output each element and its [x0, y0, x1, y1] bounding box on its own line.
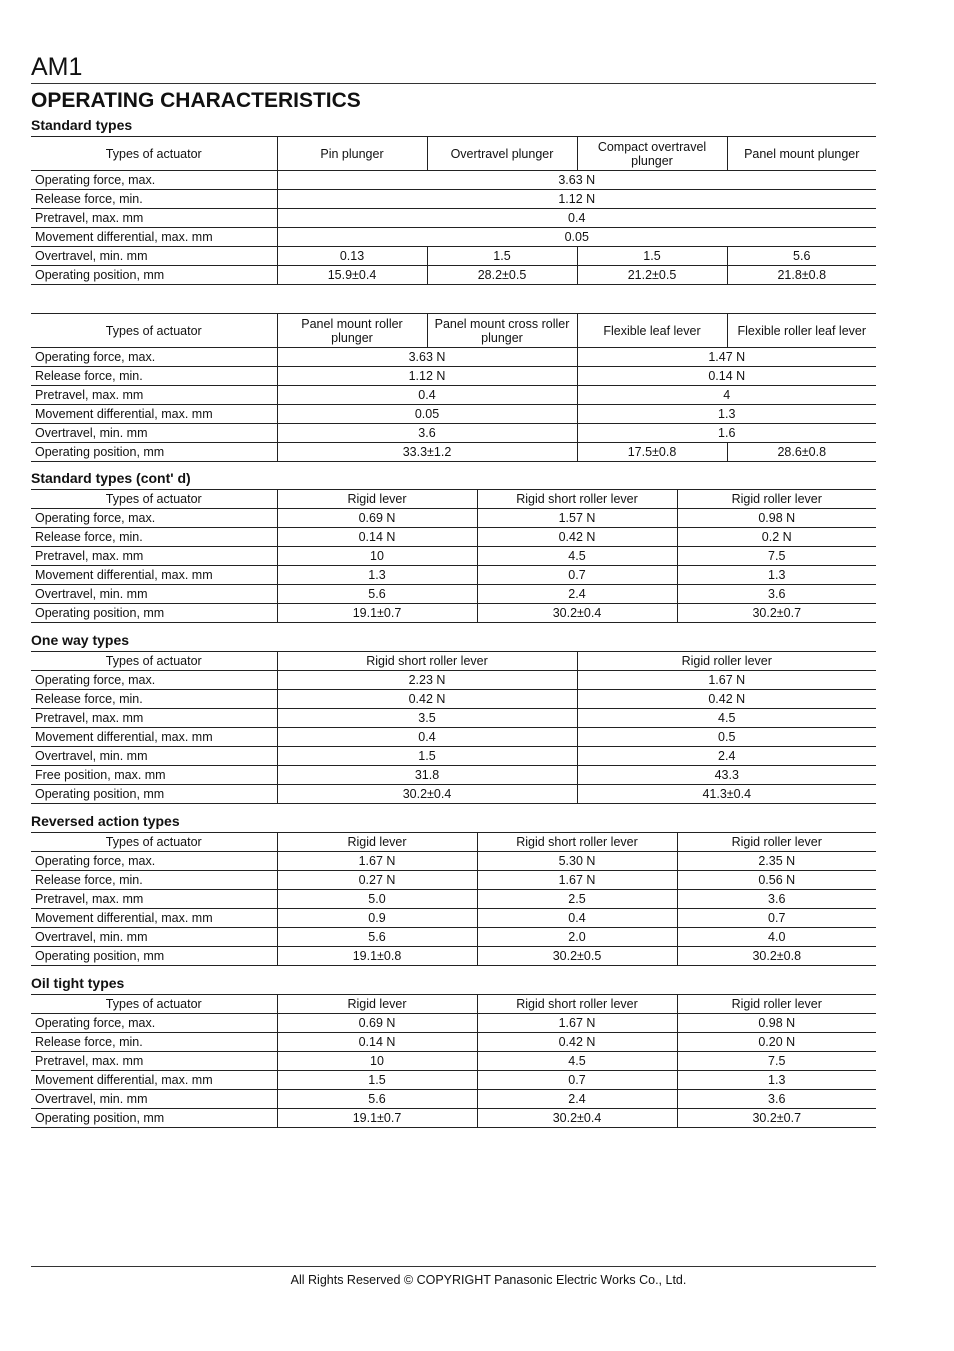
table-cell: 30.2±0.5 — [477, 947, 677, 966]
row-label: Pretravel, max. mm — [31, 209, 277, 228]
column-header: Types of actuator — [31, 490, 277, 509]
table-cell: 0.20 N — [677, 1033, 876, 1052]
column-header: Panel mount roller plunger — [277, 314, 427, 348]
column-header: Types of actuator — [31, 652, 277, 671]
table-cell: 0.5 — [577, 728, 876, 747]
row-label: Pretravel, max. mm — [31, 1052, 277, 1071]
table-cell: 15.9±0.4 — [277, 266, 427, 285]
table-row — [31, 209, 876, 228]
table-cell: 1.3 — [677, 1071, 876, 1090]
table-cell: 30.2±0.4 — [277, 785, 577, 804]
table-cell: 1.5 — [277, 747, 577, 766]
table-cell: 41.3±0.4 — [577, 785, 876, 804]
column-header: Rigid lever — [277, 995, 477, 1014]
table-row — [31, 690, 876, 709]
column-header: Rigid short roller lever — [277, 652, 577, 671]
row-label: Movement differential, max. mm — [31, 909, 277, 928]
column-header: Rigid short roller lever — [477, 833, 677, 852]
table-cell: 1.57 N — [477, 509, 677, 528]
table-cell: 1.67 N — [277, 852, 477, 871]
table-cell: 30.2±0.4 — [477, 604, 677, 623]
column-header: Rigid roller lever — [577, 652, 876, 671]
footer-divider — [31, 1266, 876, 1267]
table-cell: 0.4 — [277, 209, 876, 228]
table-cell: 33.3±1.2 — [277, 443, 577, 462]
table-cell: 30.2±0.7 — [677, 1109, 876, 1128]
table-cell: 2.5 — [477, 890, 677, 909]
page-title: OPERATING CHARACTERISTICS — [31, 89, 361, 112]
table-cell: 3.63 N — [277, 348, 577, 367]
table-cell: 4.5 — [577, 709, 876, 728]
table-cell: 21.2±0.5 — [577, 266, 727, 285]
table-row — [31, 190, 876, 209]
table-cell: 17.5±0.8 — [577, 443, 727, 462]
table-row — [31, 1071, 876, 1090]
row-label: Movement differential, max. mm — [31, 566, 277, 585]
table-row — [31, 585, 876, 604]
table-cell: 28.2±0.5 — [427, 266, 577, 285]
table-cell: 0.14 N — [277, 1033, 477, 1052]
table-row — [31, 947, 876, 966]
table-row — [31, 566, 876, 585]
table-cell: 0.13 — [277, 247, 427, 266]
row-label: Operating position, mm — [31, 443, 277, 462]
table-cell: 21.8±0.8 — [727, 266, 876, 285]
row-label: Operating force, max. — [31, 348, 277, 367]
table-one-way-types — [31, 651, 876, 804]
row-label: Release force, min. — [31, 871, 277, 890]
table-cell: 7.5 — [677, 547, 876, 566]
table-cell: 4.5 — [477, 547, 677, 566]
model-name: AM1 — [31, 52, 876, 84]
table-row — [31, 367, 876, 386]
section-title-reversed-action-types: Reversed action types — [31, 813, 180, 829]
table-cell: 0.42 N — [577, 690, 876, 709]
table-cell: 19.1±0.8 — [277, 947, 477, 966]
table-cell: 0.7 — [477, 566, 677, 585]
table-oil-tight-types — [31, 994, 876, 1128]
table-cell: 3.5 — [277, 709, 577, 728]
row-label: Overtravel, min. mm — [31, 928, 277, 947]
row-label: Movement differential, max. mm — [31, 228, 277, 247]
table-cell: 28.6±0.8 — [727, 443, 876, 462]
row-label: Operating position, mm — [31, 266, 277, 285]
table-cell: 1.6 — [577, 424, 876, 443]
table-cell: 1.67 N — [477, 871, 677, 890]
table-cell: 0.4 — [277, 386, 577, 405]
row-label: Release force, min. — [31, 1033, 277, 1052]
table-cell: 1.5 — [277, 1071, 477, 1090]
table-cell: 0.7 — [477, 1071, 677, 1090]
column-header: Flexible leaf lever — [577, 314, 727, 348]
table-row — [31, 547, 876, 566]
row-label: Pretravel, max. mm — [31, 890, 277, 909]
column-header: Rigid short roller lever — [477, 995, 677, 1014]
column-header: Types of actuator — [31, 314, 277, 348]
table-cell: 1.5 — [577, 247, 727, 266]
column-header: Types of actuator — [31, 995, 277, 1014]
table-cell: 30.2±0.7 — [677, 604, 876, 623]
column-header: Panel mount plunger — [727, 137, 876, 171]
table-cell: 2.4 — [477, 1090, 677, 1109]
table-cell: 1.3 — [677, 566, 876, 585]
table-cell: 1.47 N — [577, 348, 876, 367]
table-row — [31, 871, 876, 890]
table-cell: 0.05 — [277, 405, 577, 424]
row-label: Operating force, max. — [31, 1014, 277, 1033]
table-row — [31, 348, 876, 367]
row-label: Pretravel, max. mm — [31, 709, 277, 728]
table-row — [31, 1052, 876, 1071]
row-label: Operating force, max. — [31, 509, 277, 528]
table-header-row — [31, 314, 876, 348]
table-cell: 19.1±0.7 — [277, 604, 477, 623]
table-cell: 3.6 — [277, 424, 577, 443]
table-cell: 1.5 — [427, 247, 577, 266]
column-header: Panel mount cross roller plunger — [427, 314, 577, 348]
table-standard-types-cont — [31, 489, 876, 623]
row-label: Overtravel, min. mm — [31, 424, 277, 443]
table-cell: 30.2±0.8 — [677, 947, 876, 966]
table-row — [31, 509, 876, 528]
table-header-row — [31, 652, 876, 671]
row-label: Pretravel, max. mm — [31, 386, 277, 405]
table-cell: 3.6 — [677, 890, 876, 909]
table-cell: 2.0 — [477, 928, 677, 947]
table-header-row — [31, 833, 876, 852]
table-row — [31, 928, 876, 947]
table-cell: 0.14 N — [277, 528, 477, 547]
table-cell: 0.69 N — [277, 1014, 477, 1033]
row-label: Operating force, max. — [31, 171, 277, 190]
column-header: Rigid roller lever — [677, 995, 876, 1014]
table-cell: 2.4 — [577, 747, 876, 766]
copyright-footer: All Rights Reserved © COPYRIGHT Panasonic Electric Works Co., Ltd. — [290, 1273, 687, 1287]
table-cell: 0.42 N — [477, 1033, 677, 1052]
table-row — [31, 443, 876, 462]
section-title-standard-types: Standard types — [31, 117, 133, 133]
table-cell: 5.6 — [727, 247, 876, 266]
table-row — [31, 247, 876, 266]
table-cell: 30.2±0.4 — [477, 1109, 677, 1128]
table-cell: 10 — [277, 547, 477, 566]
table-cell: 1.67 N — [577, 671, 876, 690]
column-header: Types of actuator — [31, 137, 277, 171]
table-cell: 1.67 N — [477, 1014, 677, 1033]
table-row — [31, 1014, 876, 1033]
table-row — [31, 909, 876, 928]
row-label: Overtravel, min. mm — [31, 247, 277, 266]
table-cell: 4.0 — [677, 928, 876, 947]
table-row — [31, 528, 876, 547]
table-reversed-action-types — [31, 832, 876, 966]
table-row — [31, 785, 876, 804]
column-header: Overtravel plunger — [427, 137, 577, 171]
column-header: Types of actuator — [31, 833, 277, 852]
table-cell: 0.9 — [277, 909, 477, 928]
table-cell: 0.27 N — [277, 871, 477, 890]
row-label: Movement differential, max. mm — [31, 1071, 277, 1090]
table-row — [31, 171, 876, 190]
table-cell: 2.35 N — [677, 852, 876, 871]
table-cell: 43.3 — [577, 766, 876, 785]
table-standard-types — [31, 136, 876, 285]
table-cell: 1.12 N — [277, 367, 577, 386]
table-cell: 5.6 — [277, 928, 477, 947]
row-label: Movement differential, max. mm — [31, 405, 277, 424]
table-row — [31, 728, 876, 747]
page-header — [31, 52, 876, 114]
table-cell: 31.8 — [277, 766, 577, 785]
row-label: Pretravel, max. mm — [31, 547, 277, 566]
table-header-row — [31, 995, 876, 1014]
table-row — [31, 671, 876, 690]
row-label: Operating position, mm — [31, 1109, 277, 1128]
table-cell: 5.6 — [277, 1090, 477, 1109]
table-cell: 0.05 — [277, 228, 876, 247]
table-cell: 0.42 N — [277, 690, 577, 709]
table-row — [31, 228, 876, 247]
section-title-oil-tight-types: Oil tight types — [31, 975, 125, 991]
column-header: Flexible roller leaf lever — [727, 314, 876, 348]
column-header: Pin plunger — [277, 137, 427, 171]
table-header-row — [31, 137, 876, 171]
table-cell: 4.5 — [477, 1052, 677, 1071]
column-header: Rigid roller lever — [677, 833, 876, 852]
column-header: Rigid short roller lever — [477, 490, 677, 509]
table-cell: 1.3 — [277, 566, 477, 585]
row-label: Overtravel, min. mm — [31, 747, 277, 766]
table-row — [31, 852, 876, 871]
table-row — [31, 890, 876, 909]
table-cell: 19.1±0.7 — [277, 1109, 477, 1128]
table-cell: 5.30 N — [477, 852, 677, 871]
table-cell: 3.63 N — [277, 171, 876, 190]
table-cell: 3.6 — [677, 1090, 876, 1109]
table-row — [31, 266, 876, 285]
table-cell: 0.7 — [677, 909, 876, 928]
table-cell: 0.4 — [477, 909, 677, 928]
table-row — [31, 604, 876, 623]
row-label: Release force, min. — [31, 190, 277, 209]
table-cell: 4 — [577, 386, 876, 405]
row-label: Release force, min. — [31, 690, 277, 709]
table-cell: 3.6 — [677, 585, 876, 604]
table-header-row — [31, 490, 876, 509]
table-cell: 0.69 N — [277, 509, 477, 528]
column-header: Compact overtravel plunger — [577, 137, 727, 171]
table-cell: 0.98 N — [677, 509, 876, 528]
table-cell: 2.23 N — [277, 671, 577, 690]
column-header: Rigid roller lever — [677, 490, 876, 509]
table-row — [31, 747, 876, 766]
table-cell: 0.2 N — [677, 528, 876, 547]
table-cell: 7.5 — [677, 1052, 876, 1071]
row-label: Operating force, max. — [31, 852, 277, 871]
row-label: Operating position, mm — [31, 604, 277, 623]
section-title-standard-types-cont: Standard types (cont' d) — [31, 470, 191, 486]
row-label: Overtravel, min. mm — [31, 1090, 277, 1109]
table-cell: 0.56 N — [677, 871, 876, 890]
row-label: Operating position, mm — [31, 785, 277, 804]
table-row — [31, 766, 876, 785]
row-label: Release force, min. — [31, 528, 277, 547]
row-label: Overtravel, min. mm — [31, 585, 277, 604]
table-cell: 1.12 N — [277, 190, 876, 209]
table-row — [31, 1109, 876, 1128]
table-standard-types-2 — [31, 313, 876, 462]
table-row — [31, 1033, 876, 1052]
row-label: Release force, min. — [31, 367, 277, 386]
table-cell: 1.3 — [577, 405, 876, 424]
table-cell: 0.42 N — [477, 528, 677, 547]
column-header: Rigid lever — [277, 833, 477, 852]
table-cell: 5.0 — [277, 890, 477, 909]
table-row — [31, 386, 876, 405]
row-label: Operating force, max. — [31, 671, 277, 690]
table-row — [31, 424, 876, 443]
table-cell: 10 — [277, 1052, 477, 1071]
table-cell: 2.4 — [477, 585, 677, 604]
table-cell: 0.98 N — [677, 1014, 876, 1033]
table-row — [31, 1090, 876, 1109]
row-label: Operating position, mm — [31, 947, 277, 966]
table-row — [31, 405, 876, 424]
table-cell: 5.6 — [277, 585, 477, 604]
column-header: Rigid lever — [277, 490, 477, 509]
table-cell: 0.14 N — [577, 367, 876, 386]
table-row — [31, 709, 876, 728]
section-title-one-way-types: One way types — [31, 632, 130, 648]
table-cell: 0.4 — [277, 728, 577, 747]
row-label: Free position, max. mm — [31, 766, 277, 785]
row-label: Movement differential, max. mm — [31, 728, 277, 747]
